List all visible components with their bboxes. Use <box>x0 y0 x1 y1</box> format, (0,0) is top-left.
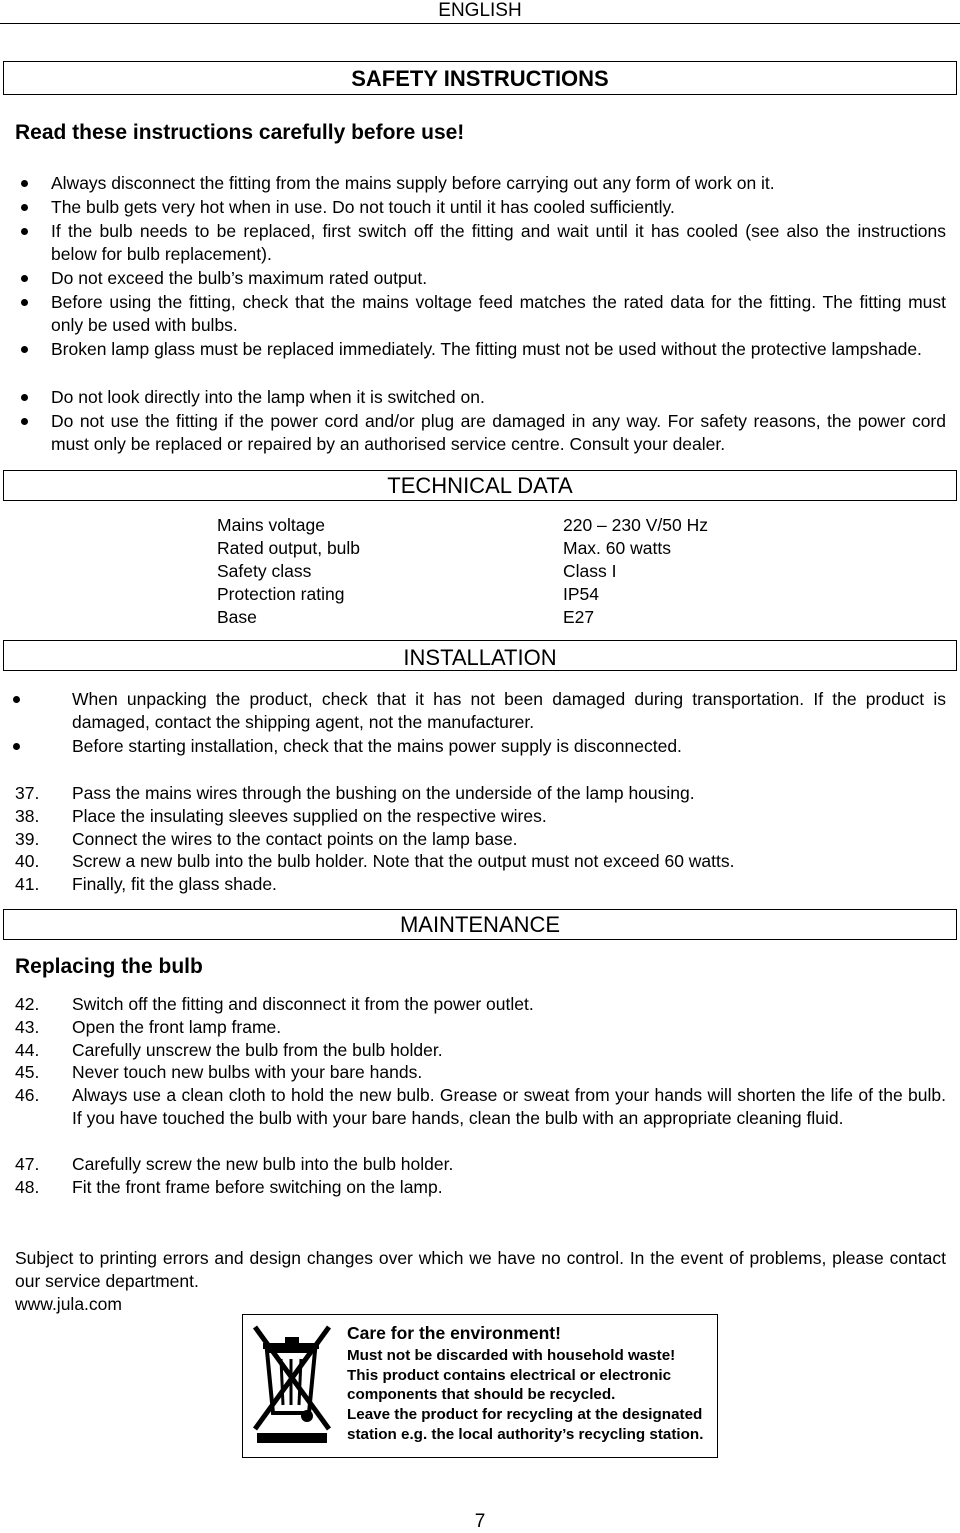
spec-label: Base <box>217 607 257 627</box>
page-header-language: ENGLISH <box>438 0 522 21</box>
step-text: Connect the wires to the contact points on the lamp base. <box>72 829 518 849</box>
recycle-line: This product contains electrical or electronic components that should be recycled. <box>347 1366 672 1404</box>
section-title-safety: SAFETY INSTRUCTIONS <box>351 66 609 91</box>
step-text: Pass the mains wires through the bushing on the underside of the lamp housing. <box>72 783 695 803</box>
step-text: Screw a new bulb into the bulb holder. Note that the output must not exceed 60 watts. <box>72 851 735 871</box>
step-number: 38. <box>15 806 40 826</box>
step-text: Carefully screw the new bulb into the bulb holder. <box>72 1154 454 1174</box>
step-text: Carefully unscrew the bulb from the bulb holder. <box>72 1040 443 1060</box>
section-title-technical: TECHNICAL DATA <box>387 473 573 498</box>
spec-value: Class I <box>563 561 617 581</box>
spec-value: Max. 60 watts <box>563 538 671 558</box>
recycle-line: Must not be discarded with household waste! <box>347 1347 676 1364</box>
step-number: 48. <box>15 1177 40 1197</box>
step-number: 45. <box>15 1062 40 1082</box>
step-number: 40. <box>15 851 40 871</box>
disclaimer-text: Subject to printing errors and design changes over which we have no control. In the event of problems, please contact our service department. <box>15 1248 946 1292</box>
bullet-dot <box>21 394 28 401</box>
website-link[interactable]: www.jula.com <box>15 1294 122 1314</box>
step-text: Switch off the fitting and disconnect it from the power outlet. <box>72 994 534 1014</box>
step-number: 46. <box>15 1085 40 1105</box>
step-text: Always use a clean cloth to hold the new bulb. Grease or sweat from your hands will shorten the life of the bulb. If you have touched the bulb with your bare hands, clean the bulb with an appropriate cleaning fluid. <box>72 1085 946 1129</box>
safety-bullet: Do not exceed the bulb’s maximum rated output. <box>51 268 428 288</box>
step-number: 44. <box>15 1040 40 1060</box>
step-text: Never touch new bulbs with your bare hands. <box>72 1062 423 1082</box>
step-number: 41. <box>15 874 40 894</box>
crossed-out-wheelie-bin-icon <box>249 1321 337 1449</box>
bullet-dot <box>13 743 20 750</box>
step-number: 42. <box>15 994 40 1014</box>
installation-bullet: Before starting installation, check that the mains power supply is disconnected. <box>72 736 682 756</box>
spec-label: Mains voltage <box>217 515 325 535</box>
bullet-dot <box>21 204 28 211</box>
safety-bullet: Before using the fitting, check that the mains voltage feed matches the rated data for the fitting. The fitting must only be used with bulbs. <box>51 292 946 336</box>
safety-bullet: If the bulb needs to be replaced, first switch off the fitting and wait until it has cooled (see also the instructions below for bulb replacement). <box>51 221 946 265</box>
installation-bullet: When unpacking the product, check that it has not been damaged during transportation. If the product is damaged, contact the shipping agent, not the manufacturer. <box>72 689 946 733</box>
step-number: 37. <box>15 783 40 803</box>
step-text: Fit the front frame before switching on the lamp. <box>72 1177 443 1197</box>
bullet-dot <box>13 696 20 703</box>
safety-bullet: Always disconnect the fitting from the mains supply before carrying out any form of work on it. <box>51 173 775 193</box>
recycle-line: Leave the product for recycling at the designated station e.g. the local authority’s recycling station. <box>347 1406 704 1443</box>
step-text: Finally, fit the glass shade. <box>72 874 277 894</box>
recycle-text-block <box>347 1322 712 1445</box>
safety-bullet: The bulb gets very hot when in use. Do not touch it until it has cooled sufficiently. <box>51 197 675 217</box>
spec-label: Rated output, bulb <box>217 538 361 558</box>
bullet-dot <box>21 275 28 282</box>
bullet-dot <box>21 228 28 235</box>
recycle-title: Care for the environment! <box>347 1323 561 1343</box>
section-title-maintenance: MAINTENANCE <box>399 912 561 937</box>
step-number: 39. <box>15 829 40 849</box>
spec-value: IP54 <box>563 584 599 604</box>
spec-label: Protection rating <box>217 584 345 604</box>
safety-intro: Read these instructions carefully before use! <box>15 121 465 144</box>
recycle-notice-box <box>242 1314 718 1458</box>
spec-label: Safety class <box>217 561 312 581</box>
maintenance-subtitle: Replacing the bulb <box>15 955 203 978</box>
bullet-dot <box>21 418 28 425</box>
step-number: 43. <box>15 1017 40 1037</box>
safety-bullet: Do not look directly into the lamp when it is switched on. <box>51 387 485 407</box>
step-text: Place the insulating sleeves supplied on the respective wires. <box>72 806 547 826</box>
step-text: Open the front lamp frame. <box>72 1017 282 1037</box>
section-title-installation: INSTALLATION <box>403 645 557 670</box>
bullet-dot <box>21 299 28 306</box>
bullet-dot <box>21 346 28 353</box>
spec-value: 220 – 230 V/50 Hz <box>563 515 708 535</box>
safety-bullet: Broken lamp glass must be replaced immediately. The fitting must not be used without the protective lampshade. <box>51 339 922 359</box>
bullet-dot <box>21 180 28 187</box>
spec-value: E27 <box>563 607 595 627</box>
safety-bullet: Do not use the fitting if the power cord and/or plug are damaged in any way. For safety reasons, the power cord must only be replaced or repaired by an authorised service centre. Consult your dealer. <box>51 411 946 455</box>
page-number: 7 <box>474 1511 486 1532</box>
header-rule <box>0 23 960 24</box>
step-number: 47. <box>15 1154 40 1174</box>
